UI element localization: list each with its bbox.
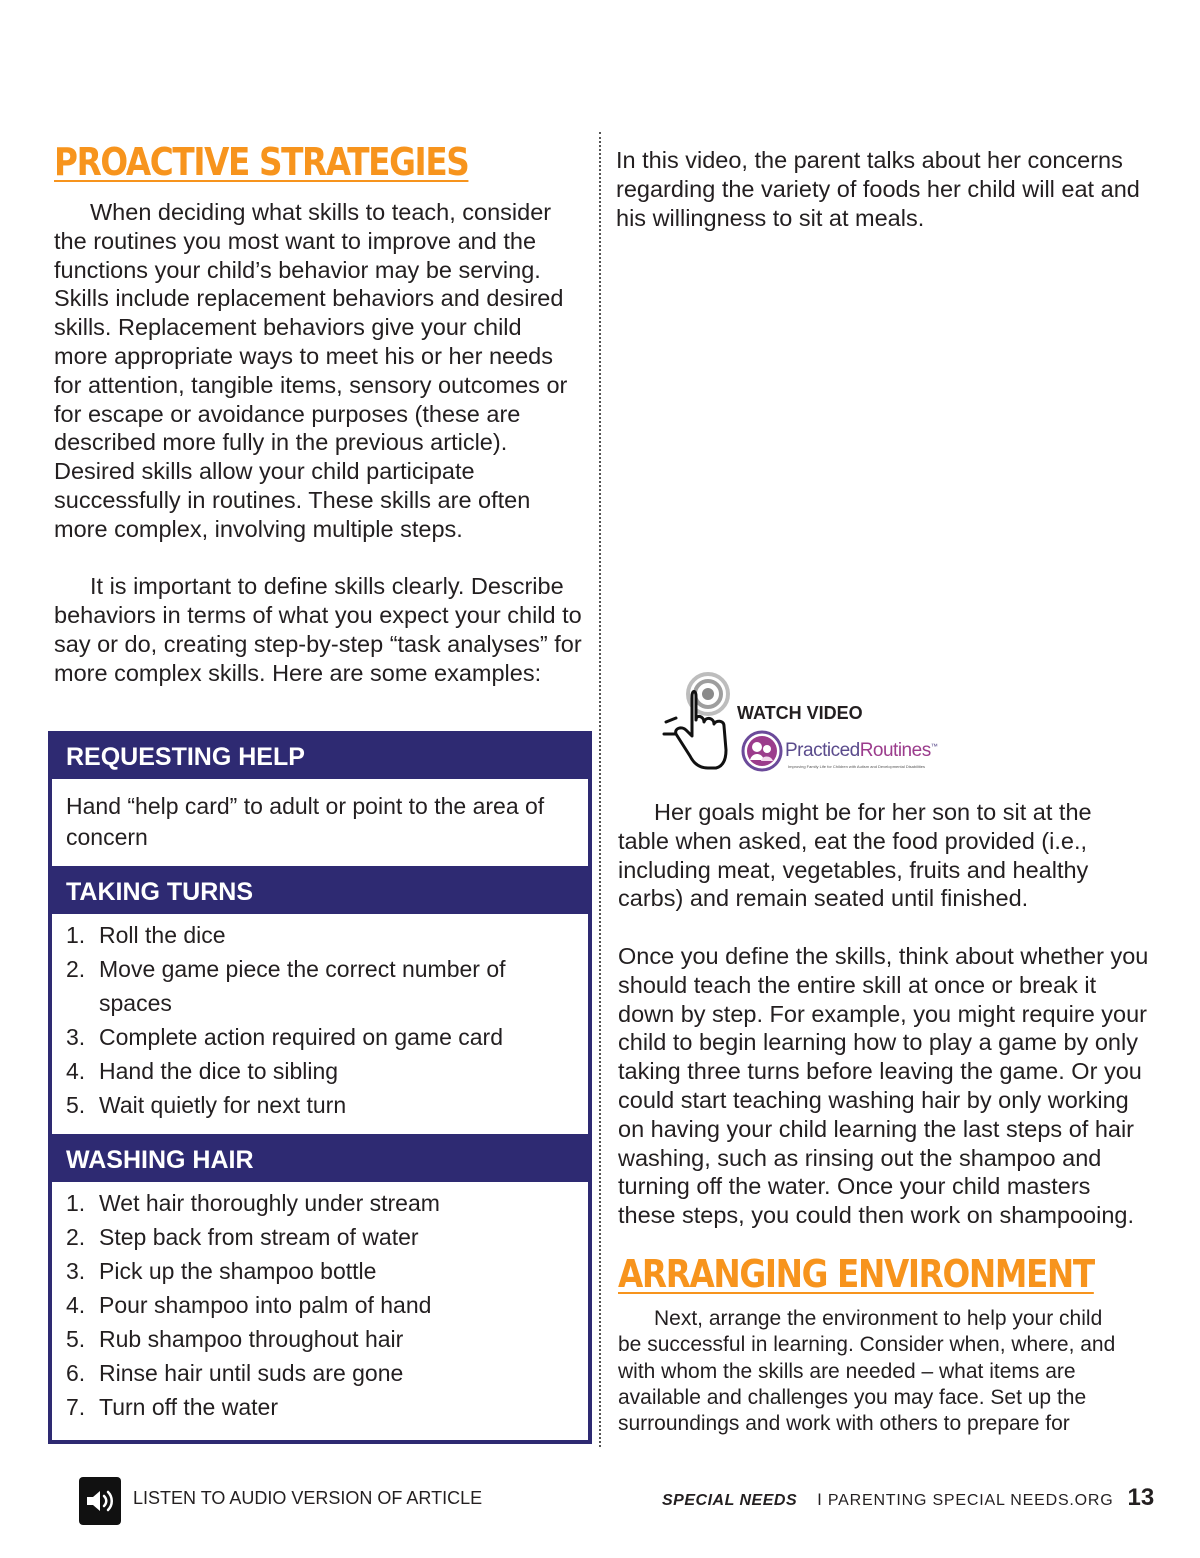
- teach-steps-paragraph: Once you define the skills, think about whether you should teach the entire skill at once or break it down by step. For example, you might require your child to begin learning how to play a game by only taking three turns before leaving the game. Or you could start teaching washing hair by only working on having your child learning the last steps of hair washing, such as rinsing out the shampoo and turning off the water. Once your child masters these steps, you could then work on shampooing.: [618, 942, 1149, 1229]
- list-item: 7. Turn off the water: [66, 1394, 278, 1420]
- audio-label: LISTEN TO AUDIO VERSION OF ARTICLE: [133, 1487, 483, 1508]
- list-item: 1. Roll the dice: [66, 922, 226, 948]
- speaker-icon: [79, 1477, 121, 1525]
- taking-turns-cell: [52, 914, 588, 1134]
- list-item: 4. Pour shampoo into palm of hand: [66, 1292, 432, 1318]
- watch-video-link[interactable]: [656, 672, 956, 782]
- define-skills-paragraph: It is important to define skills clearly. Describe behaviors in terms of what you expect your child to say or do, creating step-by-step “task analyses” for more complex skills. Here are some examples:: [54, 573, 582, 686]
- washing-hair-steps: [66, 1186, 574, 1424]
- list-item: 1. Wet hair thoroughly under stream: [66, 1190, 440, 1216]
- practiced-routines-wordmark: PracticedRoutines™: [785, 740, 938, 761]
- right-column-lower: [618, 798, 1158, 1437]
- goals-paragraph: Her goals might be for her son to sit at the table when asked, eat the food provided (i.e., including meat, vegetables, fruits and healthy carbs) and remain seated until finished.: [618, 799, 1092, 912]
- practiced-routines-logo-icon: [741, 730, 783, 772]
- washing-hair-cell: [52, 1182, 588, 1440]
- logo-tagline: Improving Family Life for Children with Autism and Developmental Disabilities: [788, 764, 925, 769]
- list-item: 5. Wait quietly for next turn: [66, 1092, 347, 1118]
- proactive-strategies-heading: PROACTIVE STRATEGIES: [54, 140, 469, 184]
- taking-turns-steps: [66, 918, 574, 1122]
- listen-audio-link[interactable]: [79, 1476, 482, 1526]
- list-item: 3. Pick up the shampoo bottle: [66, 1258, 377, 1284]
- requesting-help-header: REQUESTING HELP: [52, 731, 588, 779]
- washing-hair-header: WASHING HAIR: [52, 1134, 588, 1182]
- footer-separator: I: [817, 1490, 822, 1509]
- taking-turns-header: TAKING TURNS: [52, 866, 588, 914]
- page-footer: [662, 1484, 1154, 1512]
- site-name: PARENTING SPECIAL NEEDS.ORG: [827, 1492, 1114, 1509]
- list-item: 2. Move game piece the correct number of spaces: [66, 956, 506, 1016]
- column-divider: [599, 132, 601, 1447]
- intro-paragraph: When deciding what skills to teach, consider the routines you most want to improve and the functions your child’s behavior may be serving. Skills include replacement behaviors and desired skills. Replacement behaviors give your child more appropriate ways to meet his or her needs for attention, tangible items, sensory outcomes or for escape or avoidance purposes (these are described more fully in the previous article). Desired skills allow your child participate successfully in routines. These skills are often more complex, involving multiple steps.: [54, 199, 568, 542]
- tap-hand-icon: [656, 672, 738, 776]
- practiced-routines-logo: [741, 728, 951, 774]
- left-column: [54, 140, 586, 688]
- list-item: 6. Rinse hair until suds are gone: [66, 1360, 404, 1386]
- list-item: 4. Hand the dice to sibling: [66, 1058, 339, 1084]
- arrange-environment-paragraph: Next, arrange the environment to help your child be successful in learning. Consider when, where, and with whom the skills are needed – what items are available and challenges you may face. Set up the surroundings and work with others to prepare for: [618, 1306, 1116, 1436]
- skills-examples-table: [48, 731, 592, 1444]
- page-number: 13: [1127, 1484, 1155, 1511]
- video-intro-paragraph: In this video, the parent talks about her concerns regarding the variety of foods her child will eat and his willingness to sit at meals.: [616, 147, 1140, 231]
- list-item: 2. Step back from stream of water: [66, 1224, 419, 1250]
- arranging-environment-heading: ARRANGING ENVIRONMENT: [618, 1251, 1094, 1296]
- right-column: [616, 146, 1156, 232]
- requesting-help-cell: Hand “help card” to adult or point to the area of concern: [66, 793, 545, 850]
- magazine-name: SPECIAL NEEDS: [662, 1492, 798, 1509]
- watch-video-label: WATCH VIDEO: [737, 703, 863, 723]
- list-item: 3. Complete action required on game card: [66, 1024, 504, 1050]
- list-item: 5. Rub shampoo throughout hair: [66, 1326, 404, 1352]
